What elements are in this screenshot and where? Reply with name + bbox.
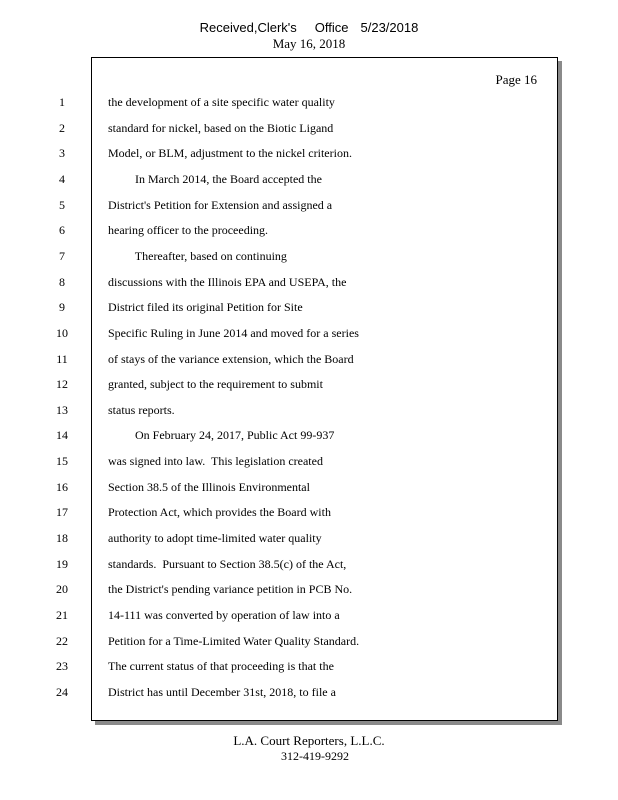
- line-number: 22: [56, 634, 68, 648]
- line-number: 13: [56, 403, 68, 417]
- line-number: 17: [56, 505, 68, 519]
- line-number: 12: [56, 377, 68, 391]
- line-text: standards. Pursuant to Section 38.5(c) of the Act,: [108, 557, 347, 571]
- line-text: Section 38.5 of the Illinois Environmental: [108, 480, 310, 494]
- line-number: 21: [56, 608, 68, 622]
- line-text: granted, subject to the requirement to submit: [108, 377, 323, 391]
- line-text: authority to adopt time-limited water quality: [108, 531, 322, 545]
- received-stamp: [0, 20, 618, 35]
- line-text: Petition for a Time-Limited Water Quality Standard.: [108, 634, 360, 648]
- line-text: 14-111 was converted by operation of law into a: [108, 608, 340, 622]
- stamp-date: 5/23/2018: [360, 20, 419, 35]
- footer-company: L.A. Court Reporters, L.L.C.: [233, 733, 385, 748]
- line-text: Protection Act, which provides the Board with: [108, 505, 331, 519]
- line-number: 3: [59, 146, 65, 160]
- line-text: hearing officer to the proceeding.: [108, 223, 269, 237]
- line-text: On February 24, 2017, Public Act 99-937: [108, 428, 335, 442]
- line-number: 23: [56, 659, 68, 673]
- line-text: was signed into law. This legislation created: [108, 454, 323, 468]
- line-text: Model, or BLM, adjustment to the nickel criterion.: [108, 146, 352, 160]
- line-text: the development of a site specific water quality: [108, 95, 335, 109]
- line-text: The current status of that proceeding is that the: [108, 659, 334, 673]
- line-number: 8: [59, 275, 65, 289]
- stamp-office-text: Office: [314, 20, 349, 35]
- line-number: 2: [59, 121, 65, 135]
- line-number: 20: [56, 582, 68, 596]
- line-text: standard for nickel, based on the Biotic Ligand: [108, 121, 334, 135]
- line-number: 11: [56, 352, 68, 366]
- line-number: 24: [56, 685, 68, 699]
- page-number: Page 16: [495, 72, 537, 87]
- line-number: 6: [59, 223, 65, 237]
- line-number: 15: [56, 454, 68, 468]
- transcript-date: May 16, 2018: [272, 36, 346, 51]
- line-text: In March 2014, the Board accepted the: [108, 172, 322, 186]
- stamp-received-text: Received,Clerk's: [199, 20, 297, 35]
- line-number: 9: [59, 300, 65, 314]
- line-number: 18: [56, 531, 68, 545]
- line-text: of stays of the variance extension, which the Board: [108, 352, 354, 366]
- line-number: 16: [56, 480, 68, 494]
- line-text: the District's pending variance petition in PCB No.: [108, 582, 353, 596]
- line-text: Thereafter, based on continuing: [108, 249, 287, 263]
- line-text: discussions with the Illinois EPA and USEPA, the: [108, 275, 347, 289]
- line-number: 5: [59, 198, 65, 212]
- line-number: 1: [59, 95, 65, 109]
- line-number: 4: [59, 172, 65, 186]
- line-number: 7: [59, 249, 65, 263]
- line-text: District filed its original Petition for Site: [108, 300, 303, 314]
- footer-phone: 312-419-9292: [281, 749, 349, 763]
- line-number: 10: [56, 326, 68, 340]
- line-number: 19: [56, 557, 68, 571]
- line-text: District has until December 31st, 2018, to file a: [108, 685, 336, 699]
- line-text: Specific Ruling in June 2014 and moved for a series: [108, 326, 359, 340]
- line-number: 14: [56, 428, 68, 442]
- line-text: District's Petition for Extension and assigned a: [108, 198, 333, 212]
- line-text: status reports.: [108, 403, 175, 417]
